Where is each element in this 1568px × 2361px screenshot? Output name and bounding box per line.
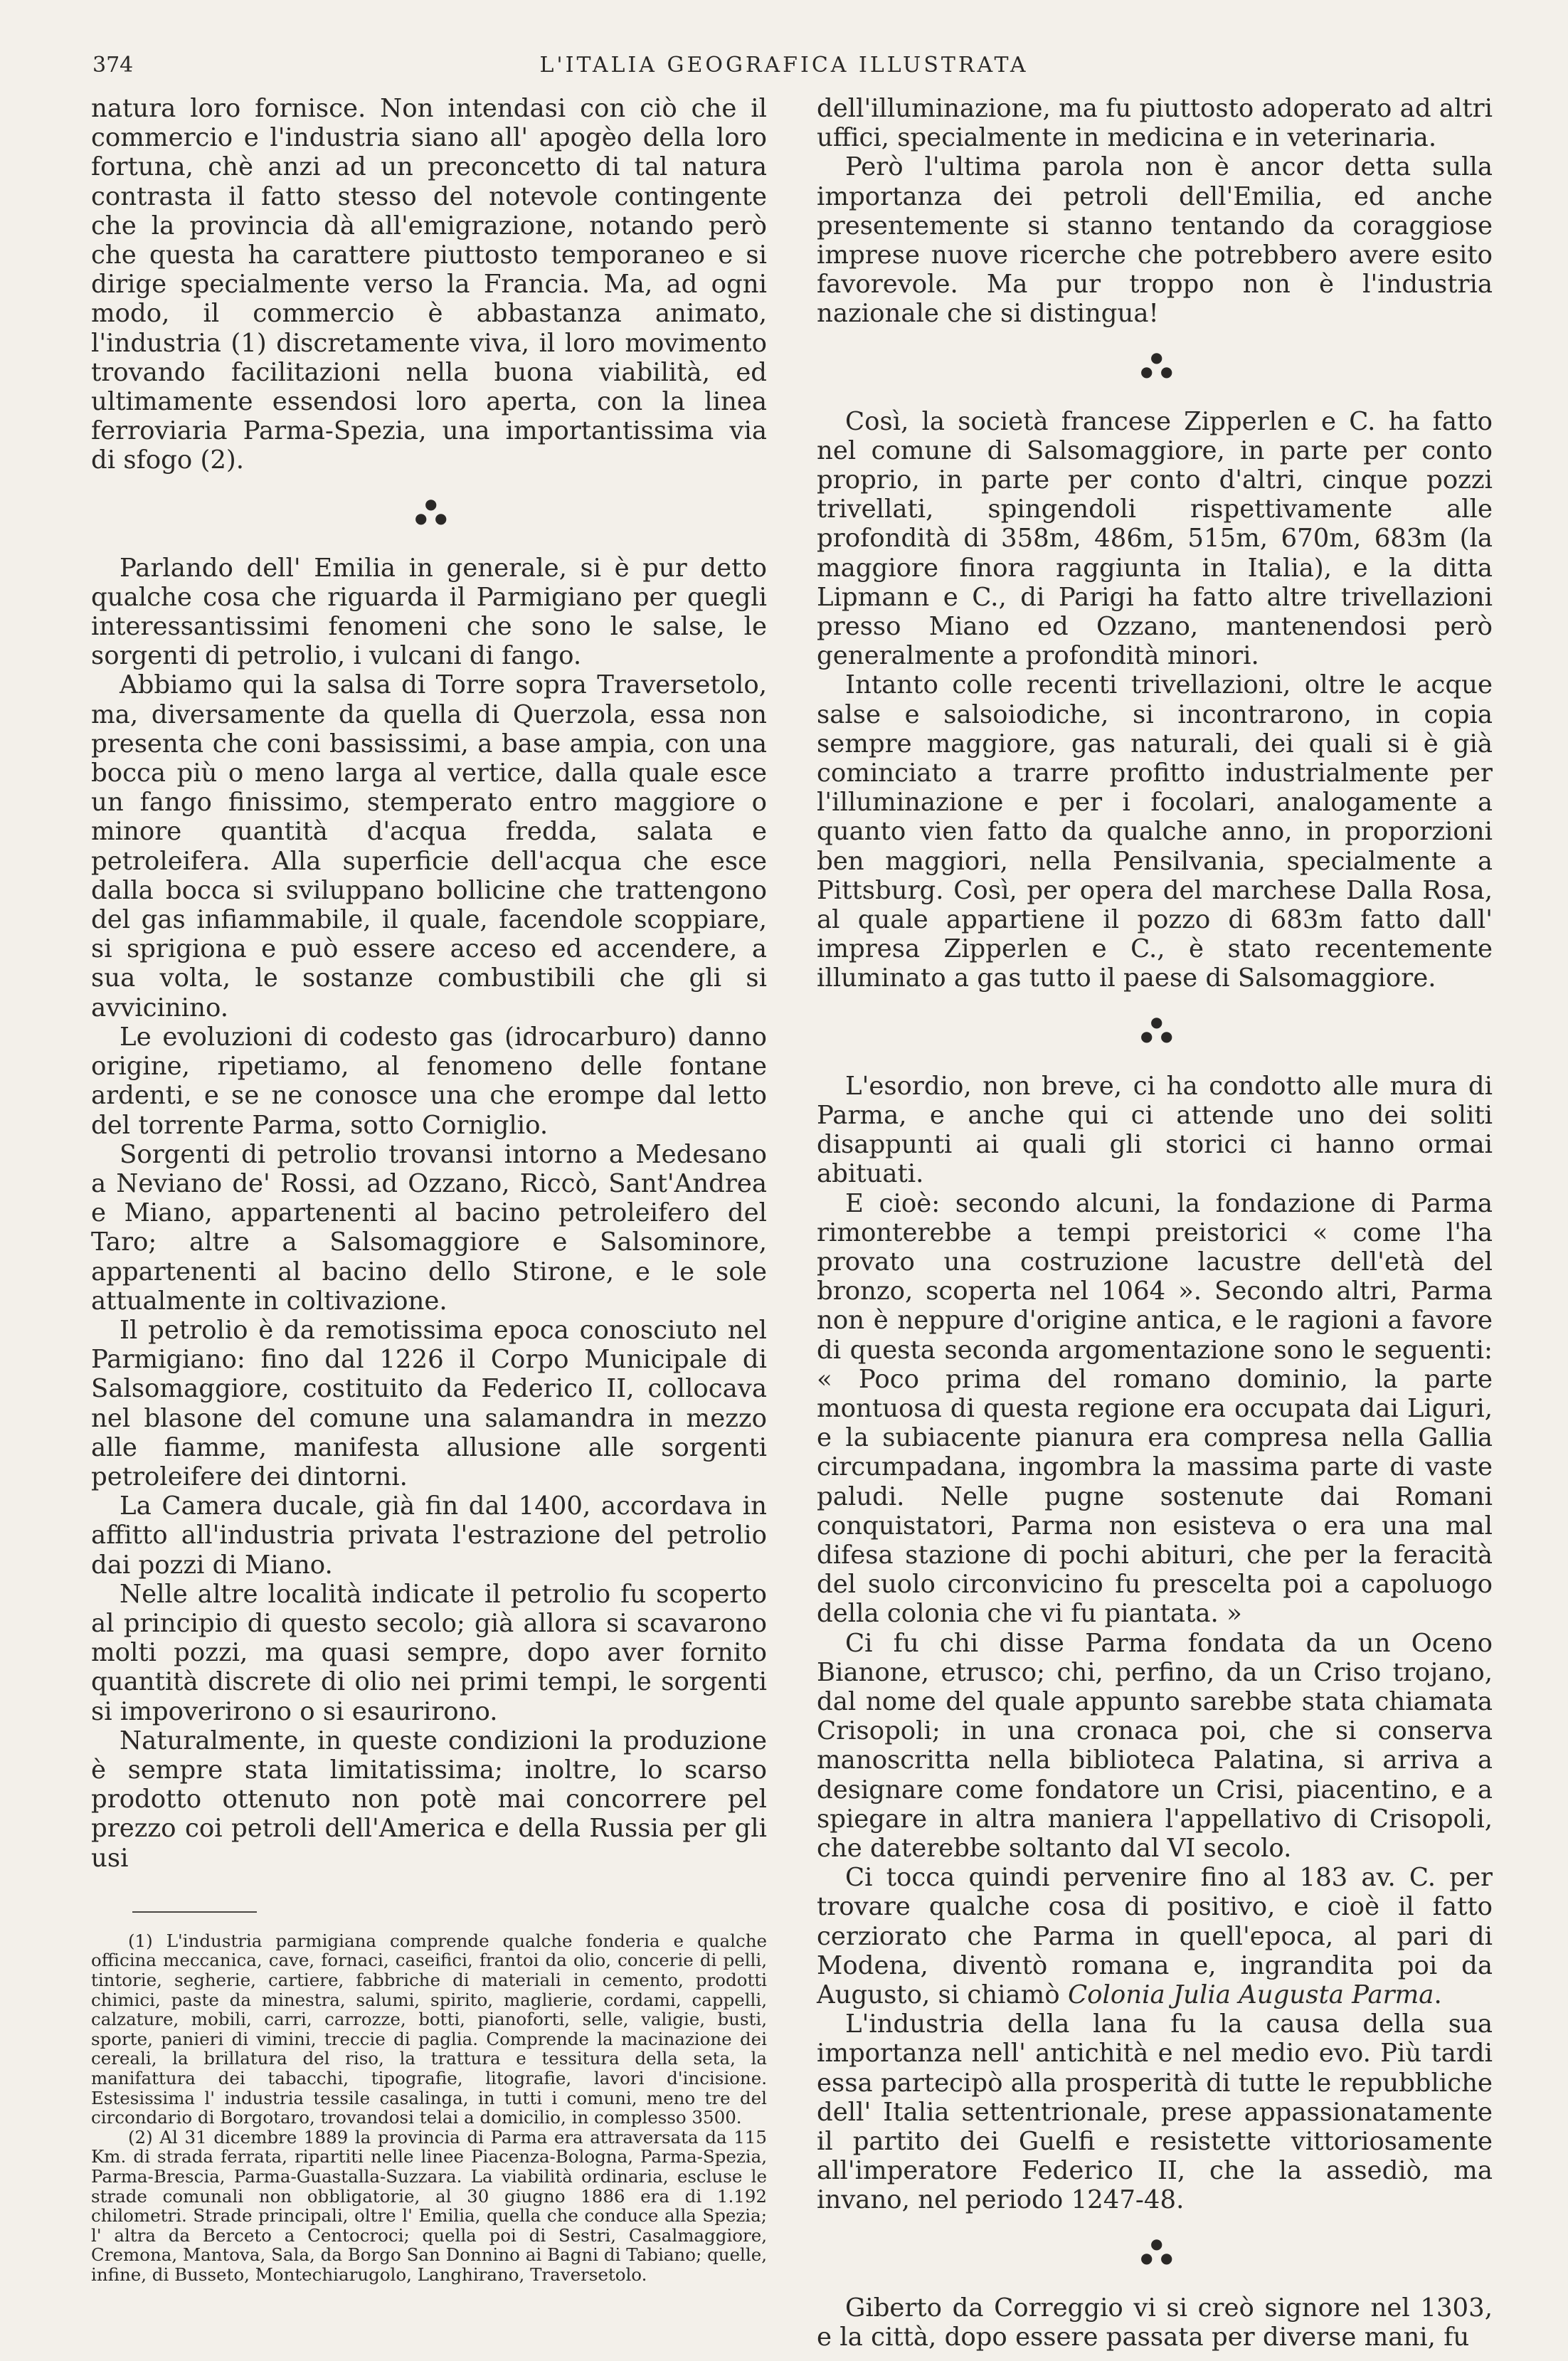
section-separator [817,2215,1493,2293]
paragraph: Le evoluzioni di codesto gas (idrocarburo) danno origine, ripetiamo, al fenomeno delle fontane ardenti, e se ne conosce una che erompe dal letto del torrente Parma, sotto Corniglio. [91,1022,767,1140]
paragraph: Intanto colle recenti trivellazioni, oltre le acque salse e salsoiodiche, si incontrarono, in copia sempre maggiore, gas naturali, dei quali si è già cominciato a trarre profitto industrialmente per l'illuminazione e per i focolari, analogamente a quanto vien fatto da qualche anno, in proporzioni ben maggiori, nella Pensilvania, specialmente a Pittsburg. Così, per opera del marchese Dalla Rosa, al quale appartiene il pozzo di 683m fatto dall' impresa Zipperlen e C., è stato recentemente illuminato a gas tutto il paese di Salsomaggiore. [817,670,1493,993]
paragraph: Sorgenti di petrolio trovansi intorno a Medesano a Neviano de' Rossi, ad Ozzano, Riccò, Sant'Andrea e Miano, appartenenti al bacino petroleifero del Taro; altre a Salsomaggiore e Salsominore, appartenenti al bacino dello Stirone, e le sole attualmente in coltivazione. [91,1139,767,1316]
paragraph: Parlando dell' Emilia in generale, si è pur detto qualche cosa che riguarda il Parmigiano per quegli interessantissimi fenomeni che sono le salse, le sorgenti di petrolio, i vulcani di fango. [91,553,767,671]
asterism-icon: ● ● ● [1140,348,1173,380]
paragraph: dell'illuminazione, ma fu piuttosto adoperato ad altri uffici, specialmente in medicina e in veterinaria. [817,94,1493,153]
paragraph: E cioè: secondo alcuni, la fondazione di Parma rimonterebbe a tempi preistorici « come l'ha provato una costruzione lacustre dell'età del bronzo, scoperta nel 1064 ». Secondo altri, Parma non è neppure d'origine antica, e le ragioni a favore di questa seconda argomentazione sono le seguenti: « Poco prima del romano dominio, la parte montuosa di questa regione era occupata dai Liguri, e la subiacente pianura era compresa nella Gallia circumpadana, ingombra la massima parte di vaste paludi. Nelle pugne sostenute dai Romani conquistatori, Parma non esisteva o era una mal difesa stazione di pochi abituri, che per la feracità del suolo circonvicino fu prescelta poi a capoluogo della colonia che vi fu piantata. » [817,1188,1493,1629]
paragraph-text: Ci tocca quindi pervenire fino al 183 av. C. per trovare qualche cosa di positivo, e cioè il fatto cerziorato che Parma in quell'epoca, al pari di Modena, diventò romana e, ingrandita poi da Augusto, si chiamò [817,1863,1493,2009]
paragraph: L'esordio, non breve, ci ha condotto alle mura di Parma, e anche qui ci attende uno dei soliti disappunti ai quali gli storici ci hanno ormai abituati. [817,1071,1493,1189]
paragraph: Così, la società francese Zipperlen e C. ha fatto nel comune di Salsomaggiore, in parte per conto proprio, in parte per conto d'altri, cinque pozzi trivellati, spingendoli rispettivamente alle profondità di 358m, 486m, 515m, 670m, 683m (la maggiore finora raggiunta in Italia), e la ditta Lipmann e C., di Parigi ha fatto altre trivellazioni presso Miano ed Ozzano, mantenendosi però generalmente a profondità minori. [817,406,1493,671]
asterism-icon: ● ● ● [415,495,447,527]
asterism-icon: ● ● ● [1140,1013,1173,1045]
section-separator [91,475,767,554]
paragraph: Giberto da Correggio vi si creò signore nel 1303, e la città, dopo essere passata per diverse mani, fu [817,2293,1493,2352]
footnote: (2) Al 31 dicembre 1889 la provincia di Parma era attraversata da 115 Km. di strada ferrata, ripartiti nelle linee Piacenza-Bologna, Parma-Spezia, Parma-Brescia, Parma-Guastalla-Suzzara. La viabilità ordinaria, escluse le strade comunali non obbligatorie, al 30 giugno 1886 era di 1.192 chilometri. Strade principali, oltre l' Emilia, quella che conduce alla Spezia; l' altra da Berceto a Centocroci; quella poi di Sestri, Casalmaggiore, Cremona, Mantova, Sala, da Borgo San Donnino ai Bagni di Tabiano; quelle, infine, di Busseto, Montechiarugolo, Langhirano, Traversetolo. [91,2126,767,2285]
paragraph: Naturalmente, in queste condizioni la produzione è sempre stata limitatissima; inoltre, lo scarso prodotto ottenuto non potè mai concorrere pel prezzo coi petroli dell'America e della Russia per gli usi [91,1726,767,1873]
footnote-rule [132,1911,257,1913]
colony-name: Colonia Julia Augusta Parma [1067,1980,1434,2009]
running-head [92,53,1476,90]
paragraph: Abbiamo qui la salsa di Torre sopra Traversetolo, ma, diversamente da quella di Querzola, essa non presenta che coni bassissimi, a base ampia, con una bocca più o meno larga al vertice, dalla quale esce un fango finissimo, stemperato entro maggiore o minore quantità d'acqua fredda, salata e petroleifera. Alla superficie dell'acqua che esce dalla bocca si sviluppano bollicine che trattengono del gas infiammabile, il quale, facendole scoppiare, si sprigiona e può essere acceso ed accendere, a sua volta, le sostanze combustibili che gli si avvicinino. [91,670,767,1023]
paragraph: Nelle altre località indicate il petrolio fu scoperto al principio di questo secolo; già allora si scavarono molti pozzi, ma quasi sempre, dopo aver fornito quantità discrete di olio nei primi tempi, le sorgenti si impoverirono o si esaurirono. [91,1579,767,1726]
right-column [817,94,1493,2352]
section-separator [817,329,1493,407]
footnotes [91,1931,767,2285]
paragraph: natura loro fornisce. Non intendasi con ciò che il commercio e l'industria siano all' apogèo della loro fortuna, chè anzi ad un preconcetto di tal natura contrasta il fatto stesso del notevole contingente che la provincia dà all'emigrazione, notando però che questa ha carattere piuttosto temporaneo e si dirige specialmente verso la Francia. Ma, ad ogni modo, il commercio è abbastanza animato, l'industria (1) discretamente viva, il loro movimento trovando facilitazioni nella buona viabilità, ed ultimamente essendosi loro aperta, con la linea ferroviaria Parma-Spezia, una importantissima via di sfogo (2). [91,94,767,475]
paragraph: Però l'ultima parola non è ancor detta sulla importanza dei petroli dell'Emilia, ed anche presentemente si stanno tentando da coraggiose imprese nuove ricerche che potrebbero avere esito favorevole. Ma pur troppo non è l'industria nazionale che si distingua! [817,152,1493,329]
journal-title: L'ITALIA GEOGRAFICA ILLUSTRATA [539,53,1029,78]
section-separator [817,993,1493,1072]
asterism-icon: ● ● ● [1140,2234,1173,2266]
paragraph: Il petrolio è da remotissima epoca conosciuto nel Parmigiano: fino dal 1226 il Corpo Municipale di Salsomaggiore, costituito da Federico II, collocava nel blasone del comune una salamandra in mezzo alle fiamme, manifesta allusione alle sorgenti petroleifere dei dintorni. [91,1315,767,1491]
paragraph: L'industria della lana fu la causa della sua importanza nell' antichità e nel medio evo. Più tardi essa partecipò alla prosperità di tutte le repubbliche dell' Italia settentrionale, prese appassionatamente il partito dei Guelfi e resistette vittoriosamente all'imperatore Federico II, che la assediò, ma invano, nel periodo 1247-48. [817,2009,1493,2215]
paragraph: La Camera ducale, già fin dal 1400, accordava in affitto all'industria privata l'estrazione del petrolio dai pozzi di Miano. [91,1491,767,1580]
paragraph: Ci fu chi disse Parma fondata da un Oceno Bianone, etrusco; chi, perfino, da un Criso trojano, dal nome del quale appunto sarebbe stata chiamata Crisopoli; in una cronaca poi, che si conserva manoscritta nella biblioteca Palatina, si arriva a designare come fondatore un Crisi, piacentino, e a spiegare in altra maniera l'appellativo di Crisopoli, che daterebbe soltanto dal VI secolo. [817,1628,1493,1863]
paragraph-end: . [1434,1980,1442,2009]
footnote: (1) L'industria parmigiana comprende qualche fonderia e qualche officina meccanica, cave, fornaci, caseifici, frantoi da olio, concerie di pelli, tintorie, segherie, cartiere, fabbriche di materiali in cemento, prodotti chimici, paste da minestra, salumi, spirito, maglierie, cordami, cappelli, calzature, mobili, carri, carrozze, botti, pianoforti, selle, valigie, busti, sporte, panieri di vimini, treccie di paglia. Comprende la macinazione dei cereali, la brillatura del riso, la trattura e tessitura della seta, la manifattura dei tabacchi, tipografie, litografie, lavori d'incisione. Estesissima l' industria tessile casalinga, in tutti i comuni, meno tre del circondario di Borgotaro, trovandosi telai a domicilio, in complesso 3500. [91,1930,767,2128]
paragraph [817,1863,1493,2009]
page-number: 374 [92,53,134,78]
left-column [91,94,767,2284]
